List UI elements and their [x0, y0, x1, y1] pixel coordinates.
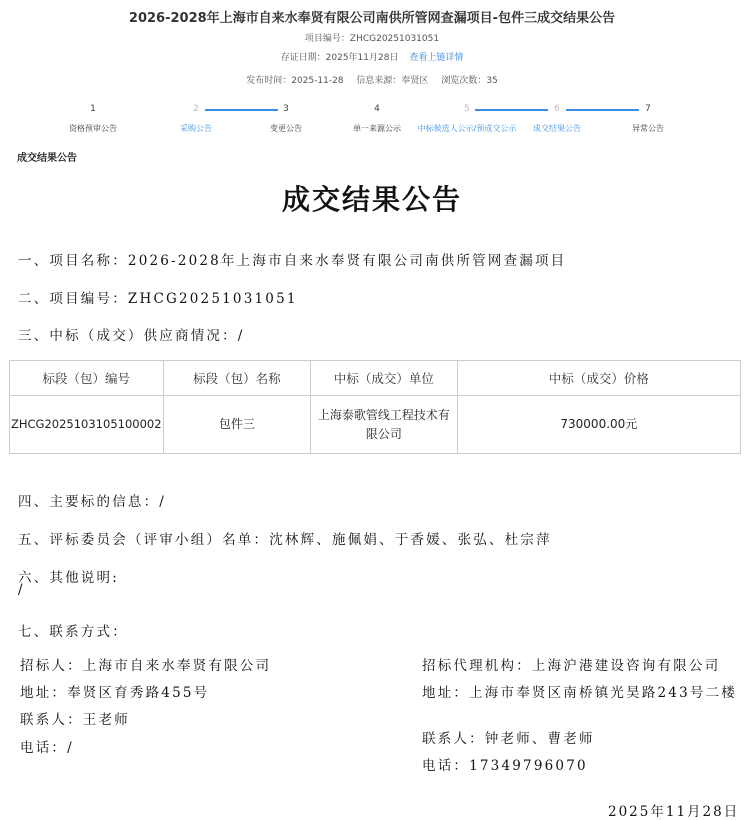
agency-contact-person: 联系人：钟老师、曹老师: [422, 731, 595, 747]
header-winning-price: 中标（成交）价格: [457, 361, 740, 396]
buyer-address: 地址：奉贤区育秀路455号: [20, 685, 210, 701]
step-2[interactable]: [146, 104, 246, 134]
item-project-name: 一、项目名称：2026-2028年上海市自来水奉贤有限公司南供所管网查漏项目: [18, 253, 567, 269]
project-number-line: [0, 31, 744, 44]
cell-lot-name: 包件三: [163, 396, 311, 454]
step-label: 变更公告: [270, 124, 302, 133]
step-3[interactable]: [236, 104, 336, 134]
cell-winning-unit: 上海泰歌管线工程技术有限公司: [311, 396, 458, 454]
table-header-row: [10, 361, 741, 396]
sign-date: 2025年11月28日: [608, 804, 740, 820]
store-date-label: 存证日期：: [280, 53, 326, 63]
document-title: 成交结果公告: [281, 183, 462, 216]
step-5[interactable]: [417, 104, 517, 134]
step-label: 单一来源公示: [353, 124, 401, 133]
header-lot-name: 标段（包）名称: [163, 361, 311, 396]
header-lot-number: 标段（包）编号: [10, 361, 164, 396]
step-label: 成交结果公告: [533, 124, 581, 133]
step-7[interactable]: [598, 104, 698, 134]
header-winning-unit: 中标（成交）单位: [311, 361, 458, 396]
step-number: 1: [90, 104, 96, 114]
step-6[interactable]: [507, 104, 607, 134]
store-date: 2025年11月28日: [325, 53, 399, 63]
publish-time-label: 发布时间：: [246, 76, 292, 86]
step-number: 5: [464, 104, 470, 114]
source: 奉贤区: [401, 76, 429, 86]
item-main-subject: 四、主要标的信息：/: [18, 494, 167, 510]
step-number: 7: [645, 104, 651, 114]
publish-time: 2025-11-28: [291, 76, 344, 86]
buyer-contact-person: 联系人：王老师: [20, 712, 130, 728]
agency-phone: 电话：17349796070: [422, 758, 588, 774]
item-other-notes-value: /: [18, 582, 25, 598]
cell-lot-number: ZHCG2025103105100002: [10, 396, 164, 454]
cell-winning-price: 730000.00元: [457, 396, 740, 454]
step-number: 6: [554, 104, 560, 114]
item-supplier-info: 三、中标（成交）供应商情况：/: [18, 328, 245, 344]
agency-address: 地址：上海市奉贤区南桥镇光昊路243号二楼: [422, 685, 737, 701]
step-label: 采购公告: [180, 124, 212, 133]
publish-info-line: [0, 73, 744, 86]
step-number: 4: [374, 104, 380, 114]
step-number: 3: [283, 104, 289, 114]
buyer-name: 招标人：上海市自来水奉贤有限公司: [20, 658, 272, 674]
step-label: 异常公告: [632, 124, 664, 133]
project-number: ZHCG20251031051: [349, 34, 440, 44]
store-date-line: [0, 50, 744, 63]
views-label: 浏览次数：: [441, 76, 487, 86]
item-project-number: 二、项目编号：ZHCG20251031051: [18, 291, 298, 307]
step-1[interactable]: [43, 104, 143, 134]
step-label: 中标候选人公示/预成交公示: [417, 124, 517, 133]
view-chain-link[interactable]: 查看上链详情: [409, 53, 464, 63]
views-count: 35: [486, 76, 498, 86]
page-title: 2026-2028年上海市自来水奉贤有限公司南供所管网查漏项目-包件三成交结果公告: [128, 11, 616, 26]
item-committee: 五、评标委员会（评审小组）名单：沈林辉、施佩娟、于香媛、张弘、杜宗萍: [18, 532, 552, 548]
step-4[interactable]: [327, 104, 427, 134]
project-number-label: 项目编号：: [304, 34, 350, 44]
step-number: 2: [193, 104, 199, 114]
step-label: 资格预审公告: [69, 124, 117, 133]
source-label: 信息来源：: [356, 76, 402, 86]
agency-name: 招标代理机构：上海沪港建设咨询有限公司: [422, 658, 721, 674]
item-other-notes: 六、其他说明:: [18, 570, 119, 586]
buyer-phone: 电话：/: [20, 740, 74, 756]
section-label: 成交结果公告: [17, 153, 77, 164]
result-table: [9, 360, 741, 454]
table-row: [10, 396, 741, 454]
item-contact-heading: 七、联系方式：: [18, 624, 128, 640]
